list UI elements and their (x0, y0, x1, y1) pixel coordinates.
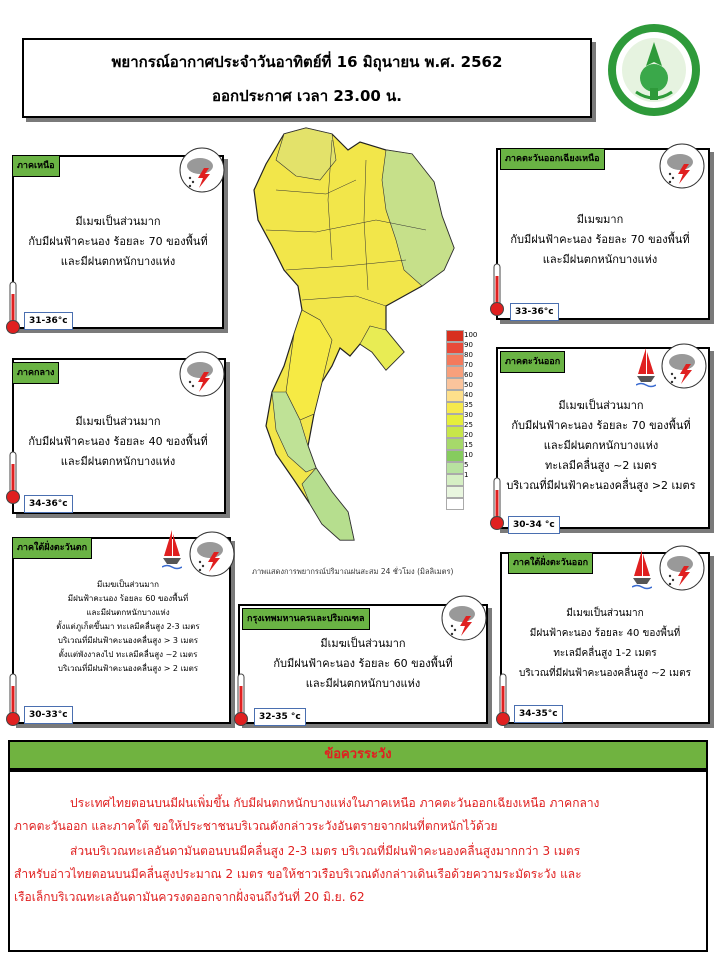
warning-title: ข้อควรระวัง (8, 740, 708, 770)
north-label: ภาคเหนือ (12, 155, 60, 177)
south-east-forecast (508, 604, 702, 684)
northeast-line: กับมีฝนฟ้าคะนอง ร้อยละ 70 ของพื้นที่ (510, 233, 690, 246)
warning-paragraph-2a: ส่วนบริเวณทะเลอันดามันตอนบนมีคลื่นสูง 2-3 เมตร บริเวณที่มีฝนฟ้าคะนองคลื่นสูงมากกว่า 3 เมตร (70, 844, 581, 858)
northeast-label: ภาคตะวันออกเฉียงเหนือ (500, 148, 605, 170)
sailboat-icon (632, 546, 652, 590)
warning-paragraph-2c: เรือเล็กบริเวณทะเลอันดามันควรงดออกจากฝั่งจนถึงวันที่ 20 มิ.ย. 62 (14, 890, 365, 904)
south-west-line: บริเวณที่มีฝนฟ้าคะนองคลื่นสูง > 2 เมตร (57, 664, 199, 673)
thunderstorm-icon (660, 342, 708, 390)
legend-swatch (446, 354, 464, 366)
central-forecast (20, 412, 216, 472)
north-line: กับมีฝนฟ้าคะนอง ร้อยละ 70 ของพื้นที่ (28, 235, 208, 248)
legend-value: 5 (464, 461, 469, 469)
map-caption: ภาพแสดงการพยากรณ์ปริมาณฝนสะสม 24 ชั่วโมง (มิลลิเมตร) (252, 567, 454, 576)
warning-body (8, 770, 708, 952)
east-line: กับมีฝนฟ้าคะนอง ร้อยละ 70 ของพื้นที่ (511, 419, 691, 432)
legend-value: 70 (464, 361, 473, 369)
rainfall-legend (446, 330, 462, 510)
east-temperature: 30-34 °c (508, 516, 560, 534)
bangkok-label: กรุงเทพมหานครและปริมณฑล (242, 608, 370, 630)
south-east-line: มีฝนฟ้าคะนอง ร้อยละ 40 ของพื้นที่ (529, 628, 681, 639)
bangkok-line: กับมีฝนฟ้าคะนอง ร้อยละ 60 ของพื้นที่ (273, 657, 453, 670)
south-west-line: มีเมฆเป็นส่วนมาก (97, 580, 159, 589)
northeast-temperature: 33-36°c (510, 303, 559, 321)
north-line: มีเมฆเป็นส่วนมาก (75, 215, 161, 228)
legend-value: 50 (464, 381, 473, 389)
south-west-line: ตั้งแต่พังงาลงไป ทะเลมีคลื่นสูง ~2 เมตร (58, 650, 198, 659)
central-label: ภาคกลาง (12, 362, 59, 384)
south-west-temperature: 30-33°c (24, 706, 73, 724)
legend-value: 35 (464, 401, 473, 409)
south-east-line: มีเมฆเป็นส่วนมาก (566, 608, 644, 619)
rainfall-legend-labels (464, 330, 477, 480)
legend-value: 25 (464, 421, 473, 429)
legend-swatch (446, 378, 464, 390)
legend-swatch (446, 438, 464, 450)
south-west-line: บริเวณที่มีฝนฟ้าคะนองคลื่นสูง > 3 เมตร (57, 636, 199, 645)
legend-value: 10 (464, 451, 473, 459)
bangkok-temperature: 32-35 °c (254, 708, 306, 726)
east-line: บริเวณที่มีฝนฟ้าคะนองคลื่นสูง >2 เมตร (506, 479, 696, 492)
thermometer-icon (4, 280, 22, 336)
legend-swatch (446, 486, 464, 498)
legend-value: 100 (464, 331, 478, 339)
legend-swatch (446, 450, 464, 462)
legend-value: 60 (464, 371, 473, 379)
legend-value: 1 (464, 471, 469, 479)
warning-paragraph-2b: สำหรับอ่าวไทยตอนบนมีคลื่นสูงประมาณ 2 เมตร ขอให้ชาวเรือบริเวณดังกล่าวเดินเรือด้วยความระมัดระวัง และ (14, 867, 582, 881)
sailboat-icon (636, 344, 656, 388)
thunderstorm-icon (188, 530, 236, 578)
legend-value: 20 (464, 431, 473, 439)
legend-swatch (446, 414, 464, 426)
legend-swatch (446, 366, 464, 378)
south-east-label: ภาคใต้ฝั่งตะวันออก (508, 552, 593, 574)
northeast-forecast (500, 210, 700, 270)
east-label: ภาคตะวันออก (500, 351, 565, 373)
legend-swatch (446, 402, 464, 414)
forecast-title: พยากรณ์อากาศประจำวันอาทิตย์ที่ 16 มิถุนายน พ.ศ. 2562 (111, 53, 503, 71)
thermometer-icon (494, 672, 512, 728)
central-line: กับมีฝนฟ้าคะนอง ร้อยละ 40 ของพื้นที่ (28, 435, 208, 448)
south-east-temperature: 34-35°c (514, 705, 563, 723)
legend-swatch (446, 390, 464, 402)
bangkok-forecast (248, 634, 478, 694)
thermometer-icon (488, 262, 506, 318)
central-line: มีเมฆเป็นส่วนมาก (75, 415, 161, 428)
northeast-line: มีเมฆมาก (576, 213, 624, 226)
east-line: และมีฝนตกหนักบางแห่ง (543, 439, 659, 452)
thermometer-icon (4, 450, 22, 506)
south-west-forecast (36, 578, 220, 676)
legend-swatch (446, 330, 464, 342)
south-west-line: และมีฝนตกหนักบางแห่ง (86, 608, 170, 617)
south-west-label: ภาคใต้ฝั่งตะวันตก (12, 537, 92, 559)
north-line: และมีฝนตกหนักบางแห่ง (60, 255, 176, 268)
thunderstorm-icon (658, 142, 706, 190)
legend-value: 30 (464, 411, 473, 419)
thunderstorm-icon (658, 544, 706, 592)
department-seal-logo (606, 22, 702, 118)
legend-swatch (446, 474, 464, 486)
forecast-title-box (22, 38, 592, 118)
legend-value: 40 (464, 391, 473, 399)
warning-paragraph-1b: ภาคตะวันออก และภาคใต้ ขอให้ประชาชนบริเวณดังกล่าวระวังอันตรายจากฝนที่ตกหนักไว้ด้วย (14, 819, 498, 833)
east-line: ทะเลมีคลื่นสูง ~2 เมตร (545, 459, 657, 472)
south-east-line: ทะเลมีคลื่นสูง 1-2 เมตร (553, 648, 657, 659)
east-line: มีเมฆเป็นส่วนมาก (558, 399, 644, 412)
legend-value: 90 (464, 341, 473, 349)
bangkok-line: มีเมฆเป็นส่วนมาก (320, 637, 406, 650)
north-temperature: 31-36°c (24, 312, 73, 330)
central-line: และมีฝนตกหนักบางแห่ง (60, 455, 176, 468)
thunderstorm-icon (178, 146, 226, 194)
east-forecast (500, 396, 702, 496)
thunderstorm-icon (178, 350, 226, 398)
issue-time: ออกประกาศ เวลา 23.00 น. (212, 87, 402, 105)
thermometer-icon (488, 476, 506, 532)
thermometer-icon (232, 672, 250, 728)
south-west-line: มีฝนฟ้าคะนอง ร้อยละ 60 ของพื้นที่ (67, 594, 189, 603)
bangkok-line: และมีฝนตกหนักบางแห่ง (305, 677, 421, 690)
south-west-line: ตั้งแต่ภูเก็ตขึ้นมา ทะเลมีคลื่นสูง 2-3 เมตร (56, 622, 200, 631)
northeast-line: และมีฝนตกหนักบางแห่ง (542, 253, 658, 266)
warning-paragraph-1a: ประเทศไทยตอนบนมีฝนเพิ่มขึ้น กับมีฝนตกหนักบางแห่งในภาคเหนือ ภาคตะวันออกเฉียงเหนือ ภาคกลาง (70, 796, 600, 810)
legend-value: 15 (464, 441, 473, 449)
central-temperature: 34-36°c (24, 495, 73, 513)
thunderstorm-icon (440, 594, 488, 642)
south-east-line: บริเวณที่มีฝนฟ้าคะนองคลื่นสูง ~2 เมตร (518, 668, 691, 679)
legend-swatch (446, 426, 464, 438)
legend-value: 80 (464, 351, 473, 359)
north-forecast (20, 212, 216, 272)
legend-swatch (446, 462, 464, 474)
thermometer-icon (4, 672, 22, 728)
sailboat-icon (162, 526, 182, 570)
legend-swatch (446, 498, 464, 510)
legend-swatch (446, 342, 464, 354)
